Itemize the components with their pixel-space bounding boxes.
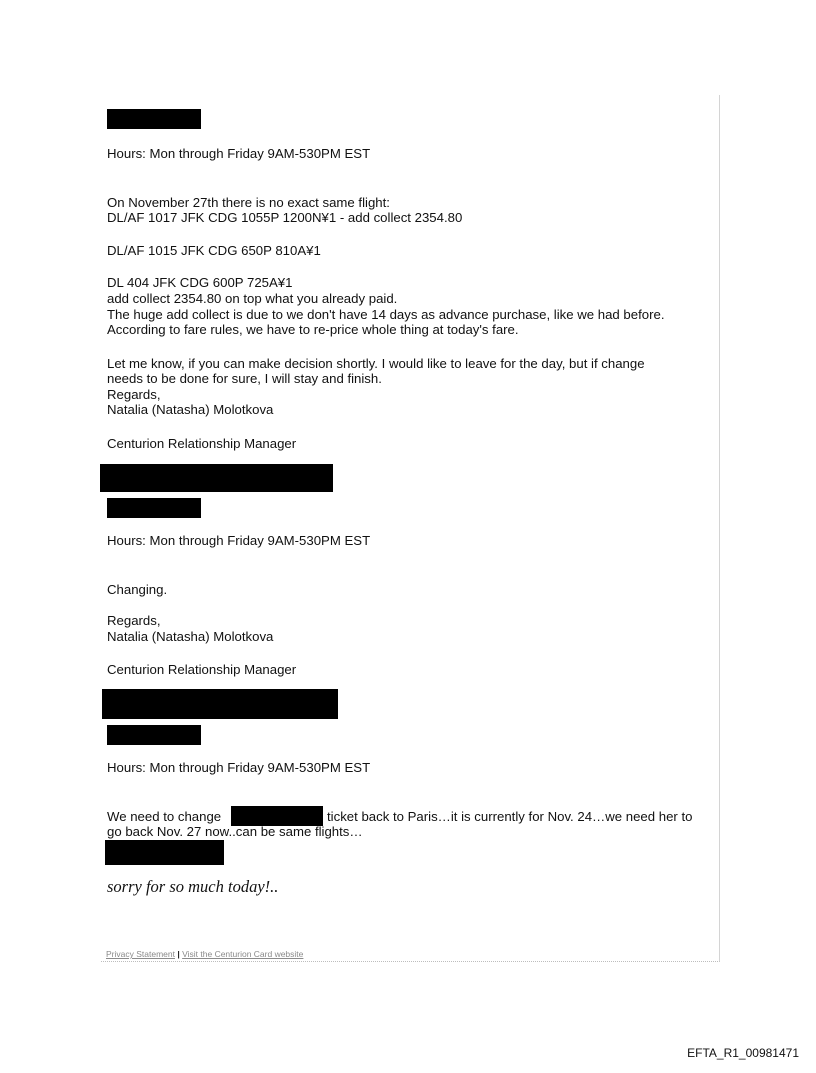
sorry-text: sorry for so much today!.. [107, 877, 279, 896]
nov27-text: On November 27th there is no exact same flight: [107, 195, 390, 210]
flight-option-2: DL/AF 1015 JFK CDG 650P 810A¥1 [107, 243, 321, 258]
signature-title: Centurion Relationship Manager [107, 436, 297, 451]
hours-text: Hours: Mon through Friday 9AM-530PM EST [107, 760, 371, 775]
redaction-box [107, 498, 201, 518]
let-me-know-text: Let me know, if you can make decision shortly. I would like to leave for the day, but if change [107, 356, 645, 371]
changing-text: Changing. [107, 582, 168, 597]
bates-number: EFTA_R1_00981471 [687, 1046, 799, 1060]
redaction-box [100, 464, 333, 492]
flight-option-3: DL 404 JFK CDG 600P 725A¥1 [107, 275, 293, 290]
hours-text: Hours: Mon through Friday 9AM-530PM EST [107, 146, 371, 161]
signature-name: Natalia (Natasha) Molotkova [107, 402, 274, 417]
redaction-box [107, 725, 201, 745]
signature-title: Centurion Relationship Manager [107, 662, 297, 677]
add-collect-text: add collect 2354.80 on top what you already paid. [107, 291, 398, 306]
redaction-box [102, 689, 338, 719]
hours-text: Hours: Mon through Friday 9AM-530PM EST [107, 533, 371, 548]
redaction-box [105, 840, 224, 865]
go-back-text: go back Nov. 27 now..can be same flights… [107, 824, 363, 839]
flight-option-1: DL/AF 1017 JFK CDG 1055P 1200N¥1 - add collect 2354.80 [107, 210, 463, 225]
regards-text: Regards, [107, 613, 161, 628]
needs-done-text: needs to be done for sure, I will stay and finish. [107, 371, 382, 386]
need-change-text-cont: ticket back to Paris…it is currently for Nov. 24…we need her to [327, 809, 693, 824]
regards-text: Regards, [107, 387, 161, 402]
footer-separator: | [177, 949, 180, 959]
redaction-box [107, 109, 201, 129]
email-footer [106, 949, 303, 959]
privacy-statement-link[interactable]: Privacy Statement [106, 949, 175, 959]
redaction-box [231, 806, 323, 826]
huge-collect-text: The huge add collect is due to we don't have 14 days as advance purchase, like we had before. [107, 307, 665, 322]
signature-name: Natalia (Natasha) Molotkova [107, 629, 274, 644]
centurion-website-link[interactable]: Visit the Centurion Card website [182, 949, 304, 959]
need-change-text: We need to change [107, 809, 222, 824]
fare-rules-text: According to fare rules, we have to re-price whole thing at today's fare. [107, 322, 519, 337]
